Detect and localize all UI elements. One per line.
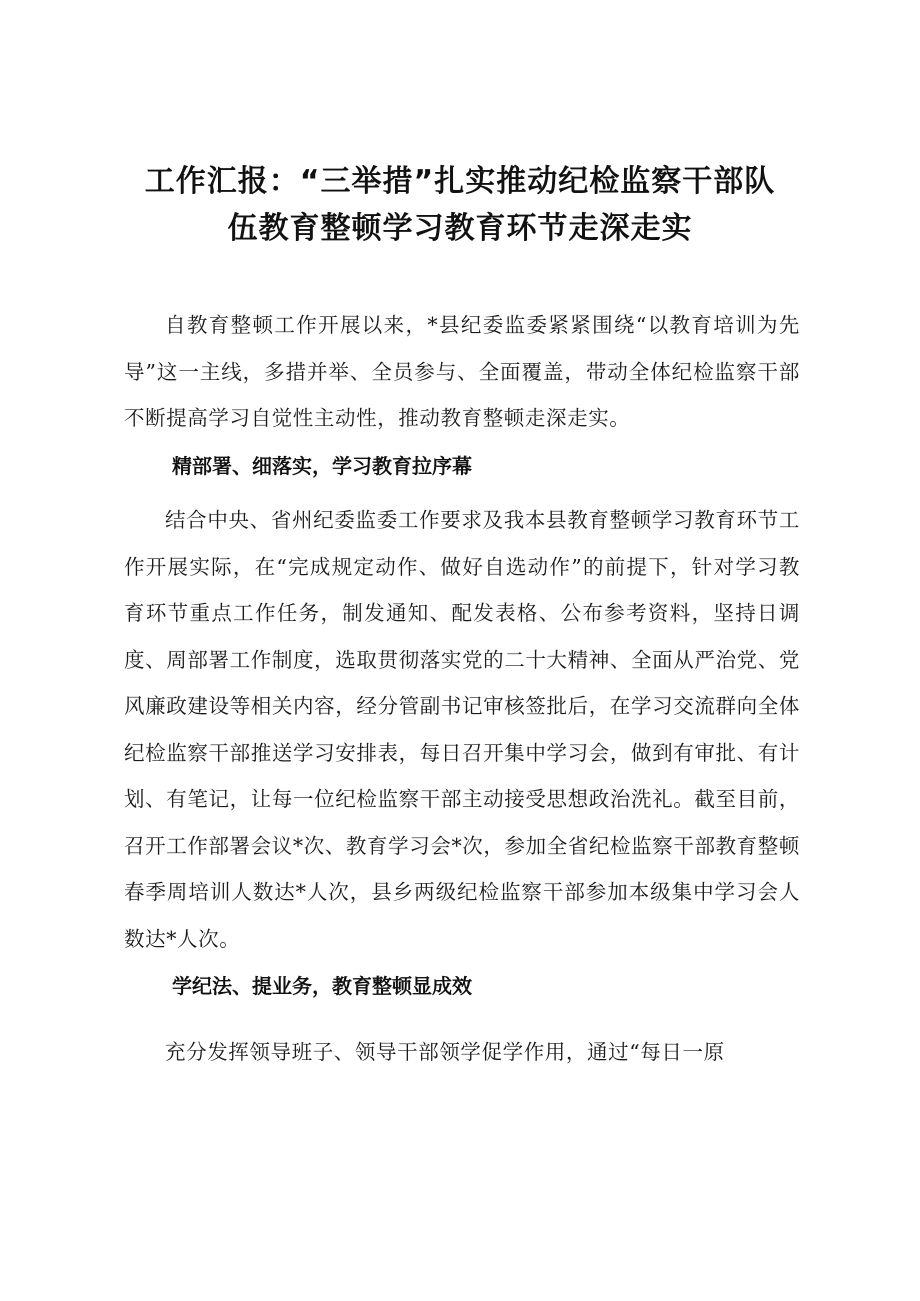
- document-title-line-1: 工作汇报：“三举措”扎实推动纪检监察干部队: [144, 164, 776, 199]
- document-title-line-2: 伍教育整顿学习教育环节走深走实: [227, 211, 693, 246]
- section-heading-1: 精部署、细落实，学习教育拉序幕: [172, 454, 472, 478]
- section-heading-2: 学纪法、提业务，教育整顿显成效: [172, 974, 472, 998]
- intro-paragraph: 自教育整顿工作开展以来，*县纪委监委紧紧围绕“以教育培训为先导”这一主线，多措并举、全员参与、全面覆盖，带动全体纪检监察干部不断提高学习自觉性主动性，推动教育整顿走深走实。: [124, 313, 800, 430]
- section-1-paragraph: 结合中央、省州纪委监委工作要求及我本县教育整顿学习教育环节工作开展实际，在“完成规定动作、做好自选动作”的前提下，针对学习教育环节重点工作任务，制发通知、配发表格、公布参考资料，坚持日调度、周部署工作制度，选取贯彻落实党的二十大精神、全面从严治党、党风廉政建设等相关内容，经分管副书记审核签批后，在学习交流群向全体纪检监察干部推送学习安排表，每日召开集中学习会，做到有审批、有计划、有笔记，让每一位纪检监察干部主动接受思想政治洗礼。截至目前，召开工作部署会议*次、教育学习会*次，参加全省纪检监察干部教育整顿春季周培训人数达*人次，县乡两级纪检监察干部参加本级集中学习会人数达*人次。: [124, 508, 800, 951]
- section-2-paragraph: 充分发挥领导班子、领导干部领学促学作用，通过“每日一原: [165, 1040, 725, 1064]
